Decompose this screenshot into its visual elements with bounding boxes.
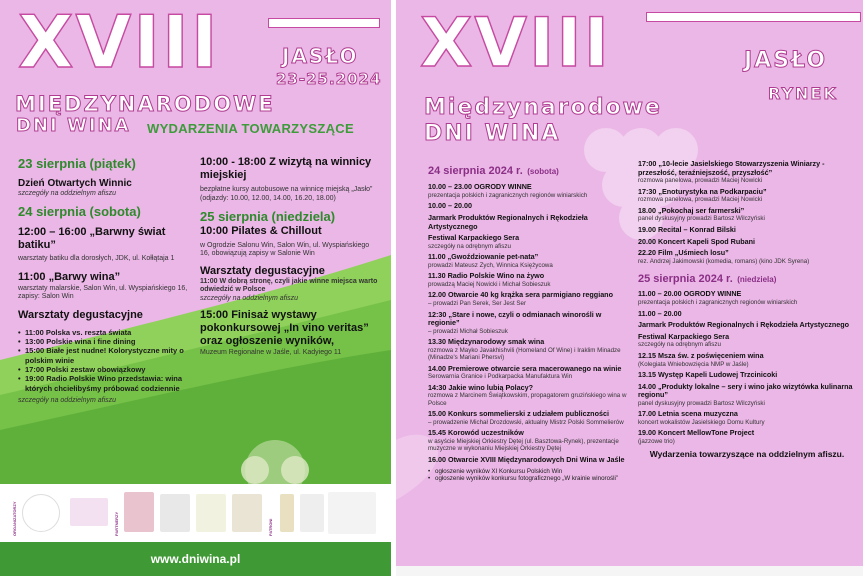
organizers-label: ORGANIZATORZY bbox=[12, 501, 17, 536]
schedule-item-desc: rozmowa z Mayko Javakhishvili (Homeland Of Wine) i Iraklim Minadze (Minadze's Mariani Phersvi) bbox=[428, 346, 621, 362]
schedule-item bbox=[428, 338, 633, 362]
partners-label: PARTNERZY bbox=[114, 511, 119, 536]
schedule-item bbox=[638, 207, 856, 223]
event-dates: 23-25.2024 bbox=[276, 70, 382, 88]
schedule-item bbox=[428, 183, 633, 199]
city-name: JASŁO bbox=[282, 44, 359, 68]
patron-logo bbox=[280, 494, 294, 532]
title-bar bbox=[268, 18, 380, 28]
day-weekday: (sobota) bbox=[527, 167, 559, 176]
schedule-item-title: 14.00 „Produkty lokalne – sery i wino jako wizytówka kulinarna regionu” bbox=[638, 381, 853, 400]
footer-note: Wydarzenia towarzyszące na oddzielnym afiszu. bbox=[649, 449, 845, 460]
schedule-item-desc: prezentacja polskich i zagranicznych regionów winiarskich bbox=[428, 191, 588, 199]
festival-title-line2: DNI WINA bbox=[16, 115, 131, 136]
schedule-item bbox=[638, 352, 856, 368]
schedule-item-title: 17:30 „Enoturystyka na Podkarpaciu” bbox=[638, 186, 767, 196]
patron-logo bbox=[328, 492, 376, 534]
day-date: 24 sierpnia 2024 r. bbox=[428, 165, 523, 177]
partner-logo bbox=[196, 494, 226, 532]
schedule-item bbox=[638, 290, 856, 306]
place-name: RYNEK bbox=[768, 84, 838, 103]
schedule-item-title: 17:00 „10-lecie Jasielskiego Stowarzyszenia Winiarzy - przeszłość, teraźniejszość, przyszłość” bbox=[638, 159, 825, 177]
schedule-item-desc: szczegóły na odrębnym afiszu bbox=[428, 242, 511, 250]
list-item: • 15:00 Białe jest nudne! Kolorystyczne mity o polskim winie bbox=[18, 346, 198, 365]
schedule-item-title: 10.00 – 23.00 OGRODY WINNE bbox=[428, 182, 532, 192]
list-item: • 19:00 Radio Polskie Wino przedstawia: wina których chciełibyśmy próbować codziennie bbox=[18, 374, 198, 393]
patrons-label: PATRONI bbox=[268, 518, 273, 536]
schedule-item-desc: (Kolegiata Wniebowzięcia NMP w Jaśle) bbox=[638, 360, 749, 368]
day-date: 25 sierpnia 2024 r. bbox=[638, 273, 733, 286]
schedule-item-title: 20.00 Koncert Kapeli Spod Rubani bbox=[638, 236, 756, 246]
schedule-item-desc: szczegóły na odrębnym afiszu bbox=[638, 341, 721, 349]
schedule-item-desc: rozmowa panelowa, prowadzi Maciej Nowicki bbox=[638, 177, 763, 185]
schedule-item bbox=[638, 371, 856, 380]
event-desc: Muzeum Regionalne w Jaśle, ul. Kadyiego 11 bbox=[200, 348, 342, 356]
partner-logo bbox=[160, 494, 190, 532]
schedule-item-desc: – prowadzenie Michał Drozdowski, aktualny Mistrz Polski Sommelierów bbox=[428, 418, 624, 426]
tasting-list bbox=[18, 328, 198, 394]
schedule-item-title: 17.00 Letnia scena muzyczna bbox=[638, 409, 738, 419]
event-desc: 11:00 W dobrą stronę, czyli jakie winne miejsca warto odwiedzić w Polsce bbox=[200, 277, 378, 294]
schedule-item-desc: panel dyskusyjny prowadzi Bartosz Wilczyński bbox=[638, 399, 765, 407]
schedule-item bbox=[638, 188, 856, 204]
schedule-item bbox=[638, 429, 856, 445]
schedule-item-title: 12.15 Msza św. z poświęceniem wina bbox=[638, 350, 764, 360]
schedule-item-desc: w asyście Miejskiej Orkiestry Dętej (ul. Basztowa-Rynek), prezentacje muzyczne w wykonaniu Miejskiej Orkiestry Dętej bbox=[428, 438, 619, 453]
subtitle: WYDARZENIA TOWARZYSZĄCE bbox=[147, 121, 354, 136]
schedule-item-desc: prowadzi Mateusz Zych, Winnica Księżycowa bbox=[428, 261, 553, 269]
list-item: • ogłoszenie wyników XI Konkursu Polskich Win bbox=[428, 468, 633, 476]
event-note: szczegóły na oddzielnym afiszu bbox=[200, 294, 299, 302]
schedule-item-desc: koncert wokalistów Jasielskiego Domu Kultury bbox=[638, 418, 765, 426]
schedule-item-title: Jarmark Produktów Regionalnych i Rękodzieła Artystycznego bbox=[428, 212, 588, 231]
left-poster bbox=[0, 0, 391, 576]
schedule-item-title: 19.00 Koncert MellowTone Project bbox=[638, 428, 755, 438]
list-item: • 13:00 Polskie wina i fine dining bbox=[18, 337, 198, 346]
right-poster bbox=[396, 0, 863, 576]
schedule-item-desc: prezentacja polskich i zagranicznych regionów winiarskich bbox=[638, 299, 798, 307]
schedule-item bbox=[638, 160, 856, 185]
partner-logo bbox=[232, 494, 262, 532]
title-bar bbox=[646, 12, 861, 22]
organizer-logo bbox=[70, 498, 108, 526]
event-desc: w Ogrodzie Salonu Win, Salon Win, ul. Wyspiańskiego 16, obowiązują zapisy w Salonie Win bbox=[200, 241, 370, 258]
schedule-item-title: Jarmark Produktów Regionalnych i Rękodzieła Artystycznego bbox=[638, 320, 850, 330]
schedule-item-title: 15.45 Korowód uczestników bbox=[428, 428, 524, 438]
schedule-item bbox=[428, 234, 633, 250]
schedule-item-desc: rez. Andrzej Jakimowski (komedia, romans) (kino JDK Syrena) bbox=[638, 257, 810, 265]
schedule-item-title: 14:30 Jakie wino lubią Polacy? bbox=[428, 382, 534, 392]
schedule-item bbox=[428, 202, 633, 211]
list-item: • 17:00 Polski zestaw obowiązkowy bbox=[18, 365, 198, 374]
event-title: 15:00 Finisaż wystawy pokonkursowej „In vino veritas” oraz ogłoszenie wyników, bbox=[200, 309, 369, 348]
schedule-item-desc: (jazzowe trio) bbox=[638, 438, 675, 446]
schedule-item-desc: rozmowa z Marcinem Świątkowskim, propagatorem gruzińskiego wina w Polsce bbox=[428, 392, 627, 407]
event-title: Warsztaty degustacyjne bbox=[200, 264, 325, 277]
event-title: 10:00 Pilates & Chillout bbox=[200, 224, 322, 237]
day-heading: 25 sierpnia (niedziela) bbox=[200, 209, 336, 225]
festival-title-line1: Międzynarodowe bbox=[424, 95, 662, 120]
schedule-item bbox=[428, 253, 633, 269]
schedule-item bbox=[428, 410, 633, 426]
event-desc: (odjazdy: 10.00, 12.00, 14.00, 16.20, 18.00) bbox=[200, 194, 336, 202]
event-desc: bezpłatne kursy autobusowe na winnicę miejską „Jasło” bbox=[200, 186, 373, 194]
schedule-item bbox=[428, 291, 633, 307]
schedule-item-desc: – prowadzi Michał Sobieszuk bbox=[428, 327, 508, 335]
day-heading: 24 sierpnia (sobota) bbox=[18, 203, 141, 219]
event-note: szczegóły na oddzielnym afiszu bbox=[18, 397, 117, 405]
schedule-item-title: 15.00 Konkurs sommelierski z udziałem publiczności bbox=[428, 409, 609, 419]
schedule-item-title: 11.00 „Gwoździowanie pet-nata” bbox=[428, 252, 539, 262]
event-title: 12:00 – 16:00 „Barwny świat batiku” bbox=[18, 225, 166, 251]
schedule-item bbox=[638, 410, 856, 426]
schedule-item-desc: – prowadzi Pan Serek, Ser Jest Ser bbox=[428, 300, 527, 308]
schedule-item bbox=[638, 310, 856, 319]
roman-numeral: XVIII bbox=[18, 0, 220, 84]
schedule-list bbox=[638, 160, 856, 265]
schedule-item-title: 19.00 Recital – Konrad Bilski bbox=[638, 224, 736, 234]
schedule-item-desc: Serowarnia Granice i Podkarpacka Manufaktura Win bbox=[428, 373, 573, 381]
schedule-item bbox=[428, 384, 633, 408]
schedule-item-title: 11.30 Radio Polskie Wino na żywo bbox=[428, 271, 545, 281]
sponsor-logos bbox=[0, 484, 391, 542]
schedule-item bbox=[638, 226, 856, 235]
right-column-1 bbox=[428, 160, 633, 483]
schedule-item bbox=[428, 214, 633, 231]
event-title: 11:00 „Barwy wina” bbox=[18, 271, 121, 284]
city-name: JASŁO bbox=[744, 48, 828, 73]
schedule-item bbox=[428, 272, 633, 288]
schedule-item bbox=[428, 311, 633, 336]
schedule-item bbox=[638, 333, 856, 349]
schedule-list bbox=[638, 290, 856, 445]
event-title: 10:00 - 18:00 Z wizytą na winnicy miejskiej bbox=[200, 156, 372, 182]
list-item: • ogłoszenie wyników konkursu fotograficznego „W krainie winorośli” bbox=[428, 475, 633, 483]
schedule-item-title: 13.30 Międzynarodowy smak wina bbox=[428, 337, 545, 347]
day-heading bbox=[638, 268, 856, 287]
event-note: szczegóły na oddzielnym afiszu bbox=[18, 189, 117, 197]
partner-logo bbox=[124, 492, 154, 532]
roman-numeral: XVIII bbox=[420, 4, 611, 83]
day-weekday: (niedziela) bbox=[737, 275, 777, 285]
schedule-item bbox=[638, 321, 856, 330]
schedule-item-desc: prowadzą Maciej Nowicki i Michał Sobieszuk bbox=[428, 280, 551, 288]
left-column-1 bbox=[18, 156, 198, 406]
schedule-item bbox=[428, 365, 633, 381]
schedule-item bbox=[638, 238, 856, 247]
website-url[interactable]: www.dniwina.pl bbox=[0, 542, 391, 576]
results-list bbox=[428, 468, 633, 484]
schedule-item bbox=[428, 429, 633, 453]
schedule-item-title: 10.00 – 20.00 bbox=[428, 201, 472, 211]
schedule-item bbox=[638, 249, 856, 265]
schedule-item bbox=[638, 383, 856, 408]
schedule-item-title: 16.00 Otwarcie XVIII Międzynarodowych Dni Wina w Jaśle bbox=[428, 454, 625, 464]
festival-title-line1: MIĘDZYNARODOWE bbox=[15, 92, 275, 116]
schedule-item-title: 14.00 Premierowe otwarcie sera macerowanego na winie bbox=[428, 363, 622, 373]
schedule-item-title: Festiwal Karpackiego Sera bbox=[428, 233, 520, 243]
left-column-2 bbox=[200, 156, 380, 357]
schedule-item-title: 13.15 Występ Kapeli Ludowej Trzcinicoki bbox=[638, 369, 778, 379]
schedule-item-title: 12.00 Otwarcie 40 kg krążka sera parmigiano reggiano bbox=[428, 290, 613, 300]
festival-title-line2: DNI WINA bbox=[424, 121, 561, 146]
schedule-item-title: Festiwal Karpackiego Sera bbox=[638, 331, 730, 341]
right-column-2 bbox=[638, 160, 856, 460]
day-heading bbox=[428, 160, 633, 179]
schedule-item bbox=[428, 456, 633, 465]
schedule-item-desc: panel dyskusyjny prowadzi Bartosz Wilczyński bbox=[638, 215, 765, 223]
schedule-item-title: 12:30 „Stare i nowe, czyli o odmianach winorośli w regionie” bbox=[428, 309, 602, 328]
schedule-item-title: 11.00 – 20.00 OGRODY WINNE bbox=[638, 289, 742, 299]
event-desc: warsztaty batiku dla dorosłych, JDK, ul. Kołłątaja 1 bbox=[18, 254, 175, 262]
event-title: Warsztaty degustacyjne bbox=[18, 309, 143, 322]
list-item: • 11:00 Polska vs. reszta świata bbox=[18, 328, 198, 337]
schedule-item-title: 18.00 „Pokochaj ser farmerski” bbox=[638, 205, 745, 215]
schedule-item-title: 11.00 – 20.00 bbox=[638, 308, 682, 318]
schedule-item-desc: rozmowa panelowa, prowadzi Maciej Nowicki bbox=[638, 196, 763, 204]
schedule-list bbox=[428, 183, 633, 464]
patron-logo bbox=[300, 494, 324, 532]
event-desc: warsztaty malarskie, Salon Win, ul. Wyspiańskiego 16, zapisy: Salon Win bbox=[18, 284, 188, 300]
day-heading: 23 sierpnia (piątek) bbox=[18, 156, 136, 171]
event-title: Dzień Otwartych Winnic bbox=[18, 177, 132, 189]
schedule-item-title: 22.20 Film „Uśmiech losu” bbox=[638, 248, 729, 258]
organizer-logo bbox=[22, 494, 60, 532]
